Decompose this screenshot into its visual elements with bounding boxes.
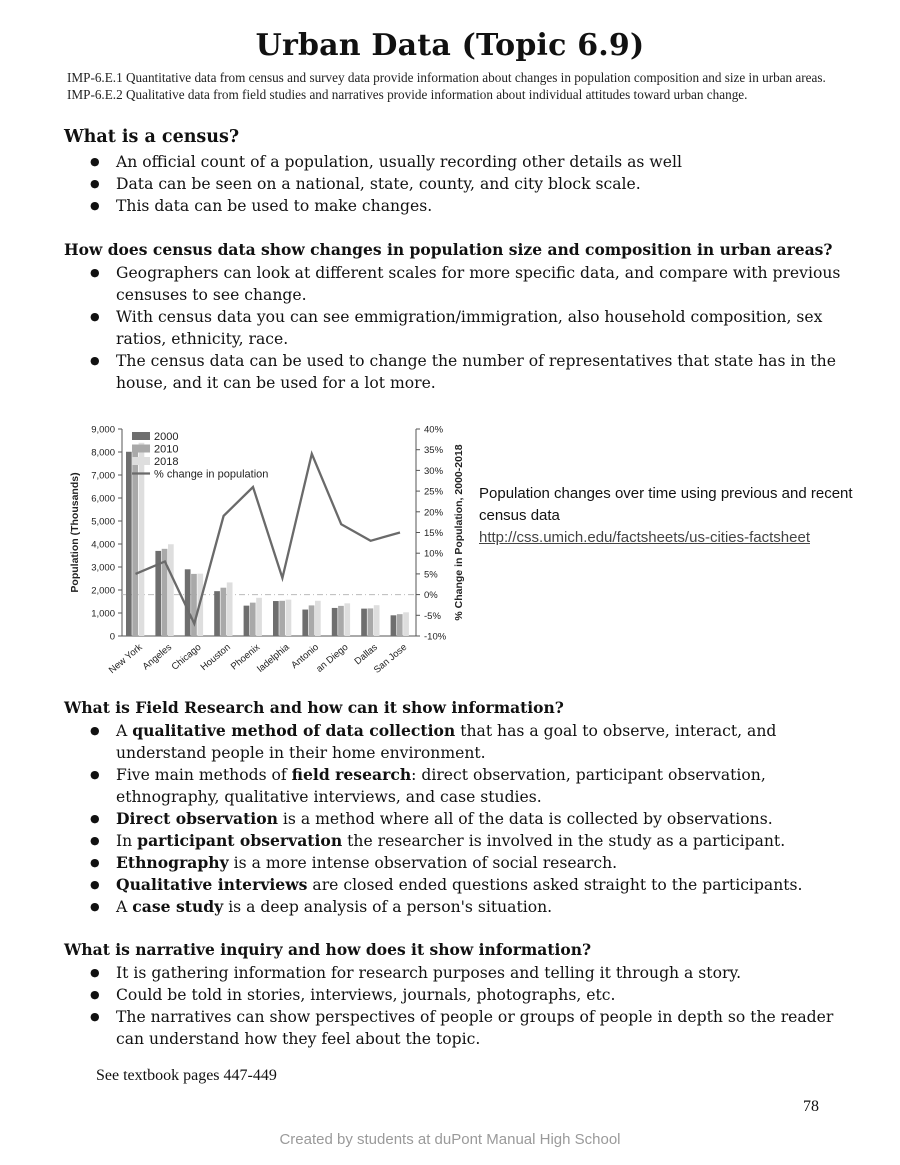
heading-census: What is a census? [64,127,240,147]
x-tick-label: New York [106,641,145,677]
bar-2018 [315,601,321,636]
y-tick-label: 3,000 [91,562,115,574]
bar-2018 [286,600,292,636]
caption-text: Population changes over time using previous and recent census data [479,485,853,524]
y2-tick-label: 30% [424,465,444,477]
y-tick-label: 5,000 [91,516,115,528]
heading-census-change: How does census data show changes in population size and composition in urban areas? [64,240,833,259]
y2-axis-title: % Change in Population, 2000-2018 [453,444,465,621]
population-chart [64,415,474,680]
list-item [90,852,850,874]
list-item-text: is a deep analysis of a person's situation. [223,898,553,916]
bar-2010 [191,574,197,636]
x-tick-label: Chicago [169,641,204,673]
y-tick-label: 0 [109,631,115,643]
x-tick-label: ladelphia [255,641,292,675]
key-term: participant observation [137,831,343,850]
census-change-bullets [90,262,850,394]
key-term: field research [291,765,412,784]
list-item: ● It is gathering information for research purposes and telling it through a story. [90,962,850,984]
x-tick-label: Houston [198,641,233,674]
key-term: Qualitative interviews [116,875,308,894]
list-item-text: is a method where all of the data is collected by observations. [277,810,773,828]
bar-2000 [391,615,397,636]
list-item-text: A [116,898,133,916]
narrative-bullets [90,962,850,1050]
bar-2010 [279,601,285,636]
key-term: case study [132,897,224,916]
list-item-text: : direct observation, participant observation, ethnography, qualitative interviews, and case studies. [116,766,766,806]
bar-2000 [332,608,338,636]
legend-swatch-2000 [132,432,150,440]
x-tick-label: an Diego [314,641,351,675]
list-item [90,830,850,852]
bar-2010 [368,608,374,636]
x-tick-label: Dallas [352,641,380,668]
bar-2018 [227,582,233,636]
standard-2: IMP-6.E.2 Qualitative data from field studies and narratives provide information about individual attitudes toward urban change. [67,87,748,102]
list-item: ● With census data you can see emmigration/immigration, also household composition, sex ratios, ethnicity, race. [90,306,850,350]
bar-2000 [185,569,191,636]
legend-label: % change in population [154,468,269,481]
y2-tick-label: 0% [424,590,438,602]
bar-2010 [338,606,344,636]
y2-tick-label: 40% [424,424,444,436]
census-bullets [90,151,850,217]
heading-field-research: What is Field Research and how can it show information? [64,698,564,717]
bar-2018 [168,544,174,636]
learning-standards [67,69,857,103]
bar-2018 [374,605,380,636]
legend-swatch-2010 [132,445,150,453]
x-tick-label: San Jose [371,641,410,676]
bar-2018 [403,612,409,636]
y-tick-label: 9,000 [91,424,115,436]
key-term: Ethnography [116,853,229,872]
list-item-text: the researcher is involved in the study as a participant. [342,832,786,850]
list-item-text: A [116,722,133,740]
list-item-text: are closed ended questions asked straight to the participants. [307,876,803,894]
list-item: ● The census data can be used to change the number of representatives that state has in the house, and it can be used for a lot more. [90,350,850,394]
y-tick-label: 7,000 [91,470,115,482]
bar-2018 [344,603,350,636]
legend-label: 2000 [154,431,179,443]
list-item-text: In [116,832,138,850]
bar-2000 [273,601,279,636]
y2-tick-label: 20% [424,507,444,519]
bar-2010 [309,605,315,636]
list-item: ● This data can be used to make changes. [90,195,850,217]
bar-2010 [221,588,227,636]
standard-1: IMP-6.E.1 Quantitative data from census and survey data provide information about changes in population composition and size in urban areas. [67,70,826,85]
y-tick-label: 2,000 [91,585,115,597]
chart-caption [479,483,859,549]
list-item [90,896,850,918]
list-item: ● Data can be seen on a national, state, county, and city block scale. [90,173,850,195]
bar-2018 [139,443,145,636]
y2-tick-label: -5% [424,610,441,622]
key-term: qualitative method of data collection [132,721,456,740]
list-item-text: Five main methods of [116,766,292,784]
y2-tick-label: -10% [424,631,447,643]
source-link[interactable]: http://css.umich.edu/factsheets/us-cities-factsheet [479,529,810,546]
list-item: ● Could be told in stories, interviews, journals, photographs, etc. [90,984,850,1006]
x-tick-label: Angeles [140,641,175,673]
bar-2018 [256,598,262,636]
heading-narrative: What is narrative inquiry and how does it show information? [64,940,592,959]
bar-2010 [397,614,403,636]
bar-2010 [132,448,138,636]
bar-2000 [302,610,308,636]
list-item-text: is a more intense observation of social research. [228,854,618,872]
bar-2000 [244,606,250,636]
bar-2000 [126,452,132,636]
bar-2000 [214,591,220,636]
list-item: ● An official count of a population, usually recording other details as well [90,151,850,173]
y2-tick-label: 10% [424,548,444,560]
textbook-reference: See textbook pages 447-449 [96,1067,277,1084]
y2-tick-label: 35% [424,445,444,457]
y-tick-label: 8,000 [91,447,115,459]
list-item [90,808,850,830]
field-research-bullets [90,720,850,918]
key-term: Direct observation [116,809,278,828]
bar-2000 [361,609,367,636]
page-title: Urban Data (Topic 6.9) [255,28,645,63]
bar-2010 [250,603,256,636]
list-item [90,720,850,764]
list-item [90,764,850,808]
page-number: 78 [803,1098,819,1115]
x-tick-label: Phoenix [228,641,263,673]
legend-label: 2018 [154,456,179,468]
y-axis-title: Population (Thousands) [69,472,81,593]
list-item-text: that has a goal to observe, interact, and understand people in their home environment. [116,722,777,762]
footer-credit: Created by students at duPont Manual High School [279,1131,621,1148]
y-tick-label: 1,000 [91,608,115,620]
list-item: ● The narratives can show perspectives of people or groups of people in depth so the reader can understand how they feel about the topic. [90,1006,850,1050]
legend-label: 2010 [154,443,179,456]
list-item [90,874,850,896]
y2-tick-label: 25% [424,486,444,498]
y-tick-label: 6,000 [91,493,115,505]
list-item: ● Geographers can look at different scales for more specific data, and compare with previous censuses to see change. [90,262,850,306]
legend-swatch-2018 [132,457,150,465]
y2-tick-label: 15% [424,528,444,539]
y2-tick-label: 5% [424,569,438,581]
y-tick-label: 4,000 [91,539,115,551]
x-tick-label: Antonio [289,641,322,672]
